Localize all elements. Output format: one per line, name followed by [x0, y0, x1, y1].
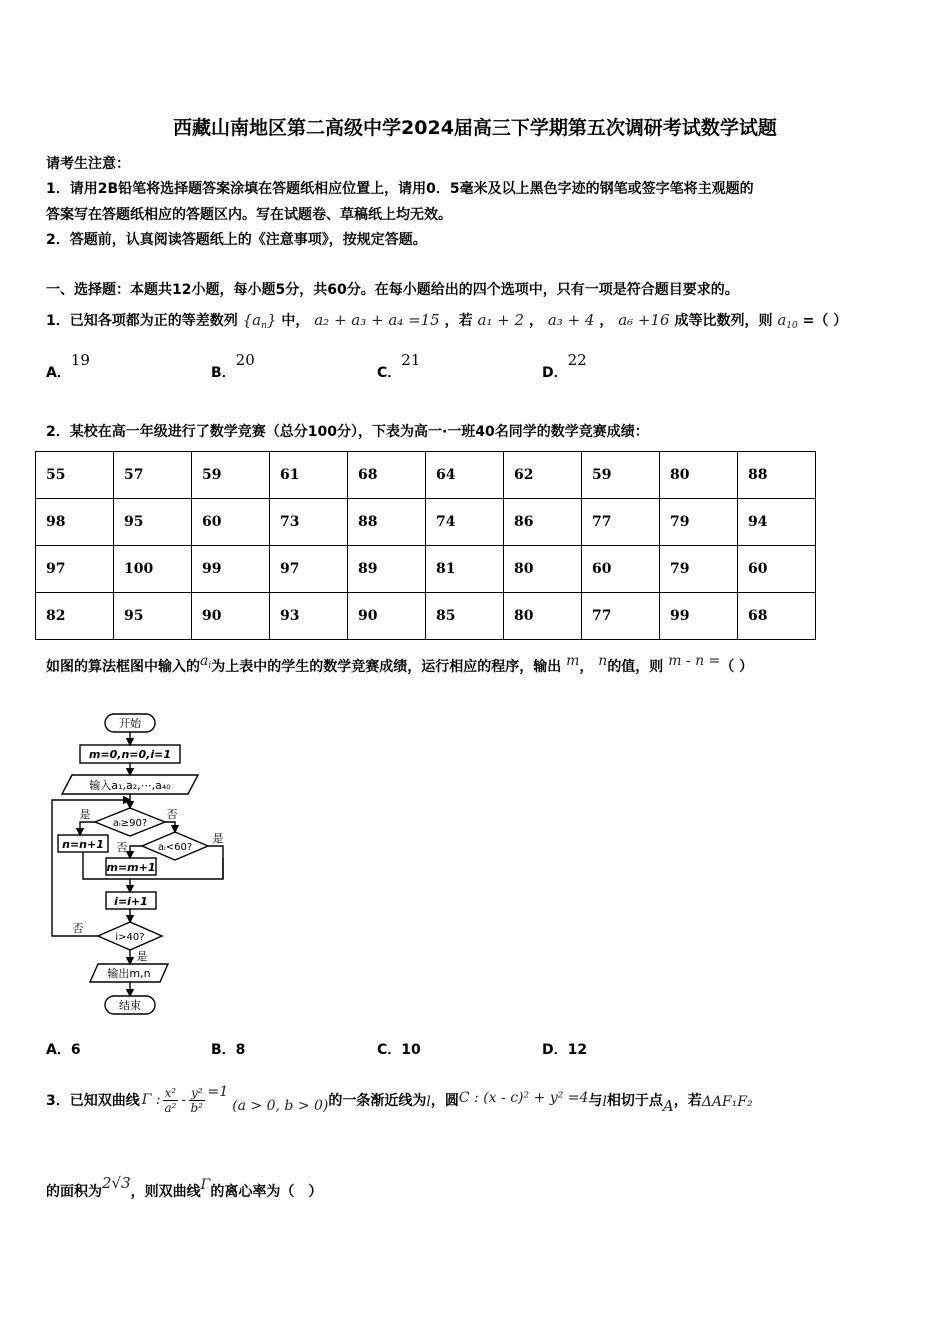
question-1 [46, 310, 847, 331]
table-cell: 86 [504, 499, 582, 546]
table-cell: 61 [270, 452, 348, 499]
flow-cond2-label: aᵢ<60? [157, 842, 193, 853]
q3-text-4: 与 [588, 1093, 603, 1109]
table-cell: 97 [36, 546, 114, 593]
section-1-heading: 一、选择题：本题共12小题，每小题5分，共60分。在每小题给出的四个选项中，只有一项是符合题目要求的。 [46, 282, 739, 298]
q2-text-2: 为上表中的学生的数学竞赛成绩，运行相应的程序，输出 [211, 659, 562, 675]
table-cell: 60 [738, 546, 816, 593]
table-cell: 59 [192, 452, 270, 499]
flow-inc-n-label: n=n+1 [62, 838, 104, 851]
q2-option-c[interactable]: C．10 [377, 1042, 421, 1058]
q3-text-5: 相切于点 [606, 1093, 663, 1109]
table-cell: 88 [738, 452, 816, 499]
q2-comma: ， [579, 659, 594, 675]
q2-text-3: 的值，则 [607, 659, 664, 675]
q3-circle: C : (x - c)² + y² =4 [458, 1090, 589, 1106]
q3-line-l: l [426, 1094, 431, 1110]
table-cell: 77 [582, 499, 660, 546]
q1-option-d[interactable]: D．22 [542, 351, 587, 381]
table-cell: 62 [504, 452, 582, 499]
table-cell: 90 [348, 593, 426, 640]
table-row [36, 499, 816, 546]
score-table [35, 451, 816, 640]
question-3-line-1 [46, 1078, 753, 1122]
table-cell: 77 [582, 593, 660, 640]
flow-start-label: 开始 [119, 717, 141, 730]
table-cell: 90 [192, 593, 270, 640]
table-cell: 95 [114, 499, 192, 546]
notice-heading: 请考生注意： [46, 156, 130, 172]
table-cell: 99 [192, 546, 270, 593]
q2-n: n [598, 653, 608, 669]
table-cell: 79 [660, 499, 738, 546]
q1-text-5: =（ ） [802, 313, 848, 329]
q3-gamma-2: Γ [200, 1177, 211, 1193]
table-cell: 60 [192, 499, 270, 546]
table-cell: 55 [36, 452, 114, 499]
q2-question [46, 653, 754, 677]
q3-line-l-2: l [602, 1094, 607, 1110]
q2-text-1: 如图的算法框图中输入的 [46, 659, 200, 675]
q1-text-1: 1．已知各项都为正的等差数列 [46, 313, 238, 329]
q2-option-a[interactable]: A．6 [46, 1042, 81, 1058]
q3-triangle: ΔAF₁F₂ [701, 1094, 753, 1110]
table-cell: 74 [426, 499, 504, 546]
q1-term-1: a₁ + 2 [477, 311, 525, 329]
flow-input-label: 输入a₁,a₂,⋯,a₄₀ [89, 779, 171, 792]
notice-item-2: 2．答题前，认真阅读答题纸上的《注意事项》，按规定答题。 [46, 232, 427, 248]
q3-minus: - [181, 1092, 186, 1108]
table-cell: 68 [348, 452, 426, 499]
q1-sequence: $\{a_n\}$ [242, 311, 277, 331]
table-cell: 73 [270, 499, 348, 546]
table-cell: 68 [738, 593, 816, 640]
table-cell: 100 [114, 546, 192, 593]
q1-option-b[interactable]: B．20 [211, 351, 255, 381]
table-cell: 82 [36, 593, 114, 640]
flow-yes1-label: 是 [79, 808, 91, 821]
flow-no3-label: 否 [72, 922, 84, 935]
q3-text-8: ，则双曲线 [130, 1184, 201, 1200]
flow-end-label: 结束 [119, 999, 141, 1012]
table-cell: 97 [270, 546, 348, 593]
table-cell: 64 [426, 452, 504, 499]
q1-option-c[interactable]: C．21 [377, 351, 421, 381]
q3-area: 2√3 [102, 1174, 131, 1192]
q1-text-2: 中， [281, 313, 310, 329]
table-cell: 57 [114, 452, 192, 499]
flow-cond3-label: i>40? [115, 932, 145, 943]
flow-cond1-label: aᵢ≥90? [112, 818, 148, 829]
table-cell: 94 [738, 499, 816, 546]
q2-intro: 2．某校在高一年级进行了数学竞赛（总分100分），下表为高一·一班40名同学的数学竞赛成绩： [46, 424, 649, 440]
q3-text-2: 的一条渐近线为 [328, 1093, 427, 1109]
q3-point-a: A [662, 1097, 674, 1115]
q3-fraction-y: $\frac{\text{y²}}{\text{b²}}$ [190, 1085, 203, 1115]
q2-m-minus-n: m - n = [668, 653, 721, 669]
q1-target: $a_{10}$ [777, 311, 798, 331]
table-cell: 81 [426, 546, 504, 593]
flow-yes2-label: 是 [212, 832, 224, 845]
flow-yes3-label: 是 [136, 950, 148, 963]
table-cell: 60 [582, 546, 660, 593]
q3-equals-one: =1 [207, 1084, 229, 1100]
question-3-line-2 [46, 1173, 322, 1209]
q1-text-3: ，若 [444, 313, 473, 329]
q3-fraction-x: $\frac{\text{x²}}{\text{a²}}$ [164, 1085, 177, 1115]
q1-term-3: a₆ +16 [618, 311, 670, 329]
notice-item-1-line-1: 1．请用2B铅笔将选择题答案涂填在答题纸相应位置上，请用0．5毫米及以上黑色字迹的钢笔或签字笔将主观题的 [46, 181, 754, 197]
q3-text-1: 3．已知双曲线 [46, 1093, 140, 1109]
table-cell: 80 [504, 546, 582, 593]
q1-text-4: 成等比数列，则 [674, 313, 773, 329]
notice-item-1-line-2: 答案写在答题纸相应的答题区内。写在试题卷、草稿纸上均无效。 [46, 207, 452, 223]
table-row [36, 546, 816, 593]
table-cell: 85 [426, 593, 504, 640]
table-cell: 80 [660, 452, 738, 499]
q2-ai: $a_i$ [200, 653, 212, 671]
q3-text-3: ，圆 [430, 1093, 459, 1109]
q1-term-2: a₃ + 4 [547, 311, 595, 329]
q3-gamma: Γ : [141, 1092, 161, 1108]
flow-no2-label: 否 [116, 841, 128, 854]
q3-text-7: 的面积为 [46, 1184, 102, 1200]
table-cell: 99 [660, 593, 738, 640]
q2-text-4: （ ） [720, 659, 754, 675]
algorithm-flowchart [40, 708, 240, 1023]
table-cell: 88 [348, 499, 426, 546]
q3-text-9: 的离心率为（ ） [210, 1184, 323, 1200]
q1-sum-expression: a₂ + a₃ + a₄ =15 [314, 311, 440, 329]
flow-init-label: m=0,n=0,i=1 [88, 748, 172, 761]
q2-m: m [566, 653, 580, 669]
q1-comma-2: ， [599, 313, 614, 329]
table-row [36, 593, 816, 640]
table-cell: 80 [504, 593, 582, 640]
flow-output-label: 输出m,n [107, 967, 151, 980]
q2-option-b[interactable]: B．8 [211, 1042, 246, 1058]
table-row [36, 452, 816, 499]
flow-no1-label: 否 [166, 808, 178, 821]
table-cell: 59 [582, 452, 660, 499]
table-cell: 79 [660, 546, 738, 593]
q1-comma-1: ， [528, 313, 543, 329]
q3-condition: (a > 0, b > 0) [232, 1098, 329, 1114]
table-cell: 93 [270, 593, 348, 640]
page-title: 西藏山南地区第二高级中学2024届高三下学期第五次调研考试数学试题 [173, 117, 777, 139]
q3-text-6: ，若 [673, 1093, 702, 1109]
flow-inc-i-label: i=i+1 [114, 895, 148, 908]
table-cell: 95 [114, 593, 192, 640]
flow-inc-m-label: m=m+1 [106, 861, 156, 874]
table-cell: 98 [36, 499, 114, 546]
q2-option-d[interactable]: D．12 [542, 1042, 588, 1058]
q1-option-a[interactable]: A．19 [46, 351, 90, 381]
table-cell: 89 [348, 546, 426, 593]
